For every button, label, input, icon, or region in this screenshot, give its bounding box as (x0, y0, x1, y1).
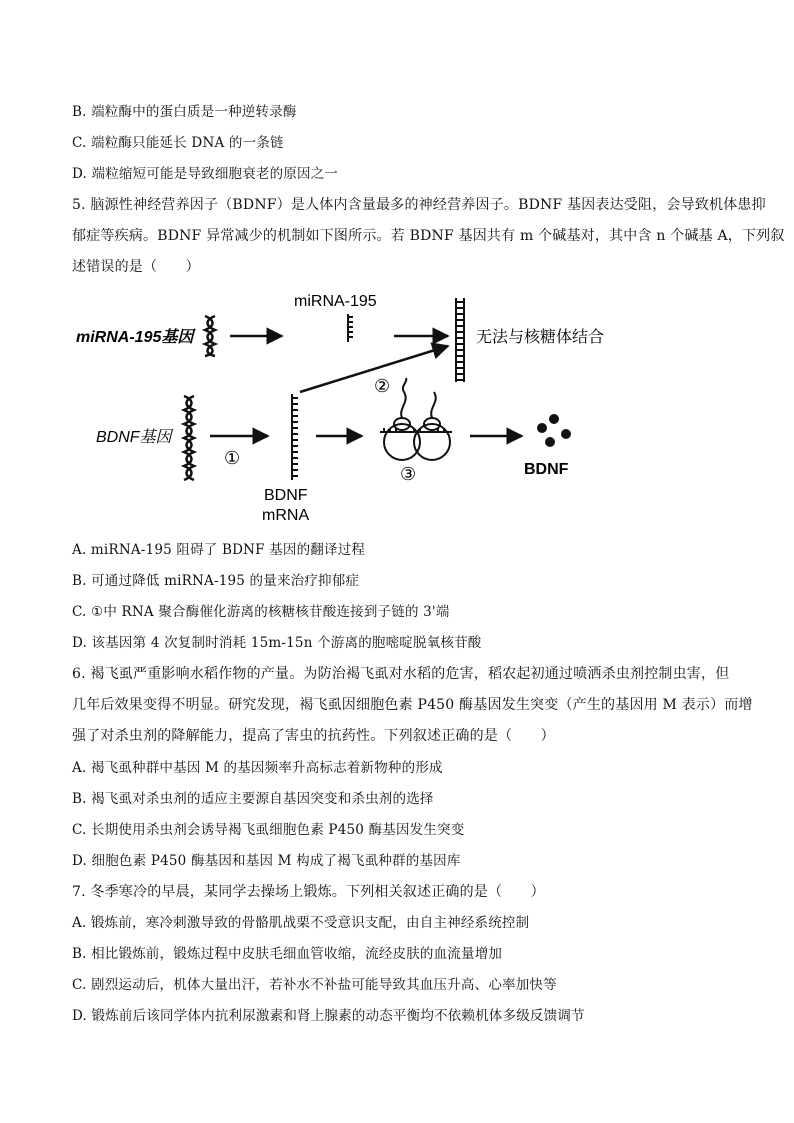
q7-option-d: D. 锻炼前后该同学体内抗利尿激素和肾上腺素的动态平衡均不依赖机体多级反馈调节 (72, 1008, 585, 1024)
q6-option-a: A. 褐飞虱种群中基因 M 的基因频率升高标志着新物种的形成 (72, 760, 443, 776)
q6-option-d: D. 细胞色素 P450 酶基因和基因 M 构成了褐飞虱种群的基因库 (72, 853, 461, 869)
bdnf-protein-dots (537, 414, 571, 447)
step-3-label: ③ (400, 464, 417, 484)
q7-option-b: B. 相比锻炼前，锻炼过程中皮肤毛细血管收缩，流经皮肤的血流量增加 (72, 946, 503, 962)
q6-stem-line3: 强了对杀虫剂的降解能力，提高了害虫的抗药性。下列叙述正确的是（ ） (72, 728, 555, 744)
q5-stem-line1: 5. 脑源性神经营养因子（BDNF）是人体内含量最多的神经营养因子。BDNF 基因表达受阻，会导致机体患抑 (72, 197, 766, 213)
q6-option-c: C. 长期使用杀虫剂会诱导褐飞虱细胞色素 P450 酶基因发生突变 (72, 822, 465, 838)
q5-option-c: C. ①中 RNA 聚合酶催化游离的核糖核苷酸连接到子链的 3'端 (72, 604, 450, 620)
q7-option-c: C. 剧烈运动后，机体大量出汗，若补水不补盐可能导致其血压升高、心率加快等 (72, 977, 557, 993)
q6-stem-line2: 几年后效果变得不明显。研究发现，褐飞虱因细胞色素 P450 酶基因发生突变（产生的基因用 M 表示）而增 (72, 697, 753, 713)
q5-stem-line3: 述错误的是（ ） (72, 259, 200, 275)
q7-stem: 7. 冬季寒冷的早晨，某同学去操场上锻炼。下列相关叙述正确的是（ ） (72, 884, 545, 900)
q5-stem-line2: 郁症等疾病。BDNF 异常减少的机制如下图所示。若 BDNF 基因共有 m 个碱基对，其中含 n 个碱基 A，下列叙 (72, 228, 785, 244)
mirna-strand (348, 314, 353, 342)
bdnf-gene-label: BDNF基因 (96, 429, 172, 446)
q6-option-b: B. 褐飞虱对杀虫剂的适应主要源自基因突变和杀虫剂的选择 (72, 791, 434, 807)
bdnf-mechanism-diagram (72, 284, 632, 534)
bdnf-mrna-strand (292, 394, 298, 480)
bdnf-gene-dna-icon (184, 396, 194, 480)
bdnf-mrna-label-2: mRNA (262, 507, 310, 524)
cannot-bind-ribosome-label: 无法与核糖体结合 (476, 329, 605, 346)
step-1-label: ① (224, 448, 241, 468)
q7-option-a: A. 锻炼前，寒冷刺激导致的骨骼肌战栗不受意识支配，由自主神经系统控制 (72, 915, 530, 931)
q5-option-a: A. miRNA-195 阻碍了 BDNF 基因的翻译过程 (72, 542, 366, 558)
mirna-mrna-duplex (456, 298, 464, 382)
mirna-gene-dna-icon (205, 316, 215, 356)
q6-stem-line1: 6. 褐飞虱严重影响水稻作物的产量。为防治褐飞虱对水稻的危害，稻农起初通过喷洒杀虫剂控制虫害，但 (72, 666, 730, 682)
bdnf-mrna-label-1: BDNF (264, 487, 308, 504)
bdnf-protein-label: BDNF (524, 461, 569, 478)
q5-option-b: B. 可通过降低 miRNA-195 的量来治疗抑郁症 (72, 573, 360, 589)
option-c-prev: C. 端粒酶只能延长 DNA 的一条链 (72, 135, 284, 151)
option-b-prev: B. 端粒酶中的蛋白质是一种逆转录酶 (72, 104, 297, 120)
mirna-label: miRNA-195 (294, 293, 377, 310)
step-2-label: ② (374, 376, 391, 396)
option-d-prev: D. 端粒缩短可能是导致细胞衰老的原因之一 (72, 166, 339, 182)
mirna-gene-label: miRNA-195基因 (76, 329, 194, 346)
ribosome-icon (380, 378, 452, 460)
q5-option-d: D. 该基因第 4 次复制时消耗 15m-15n 个游离的胞嘧啶脱氧核苷酸 (72, 635, 482, 651)
